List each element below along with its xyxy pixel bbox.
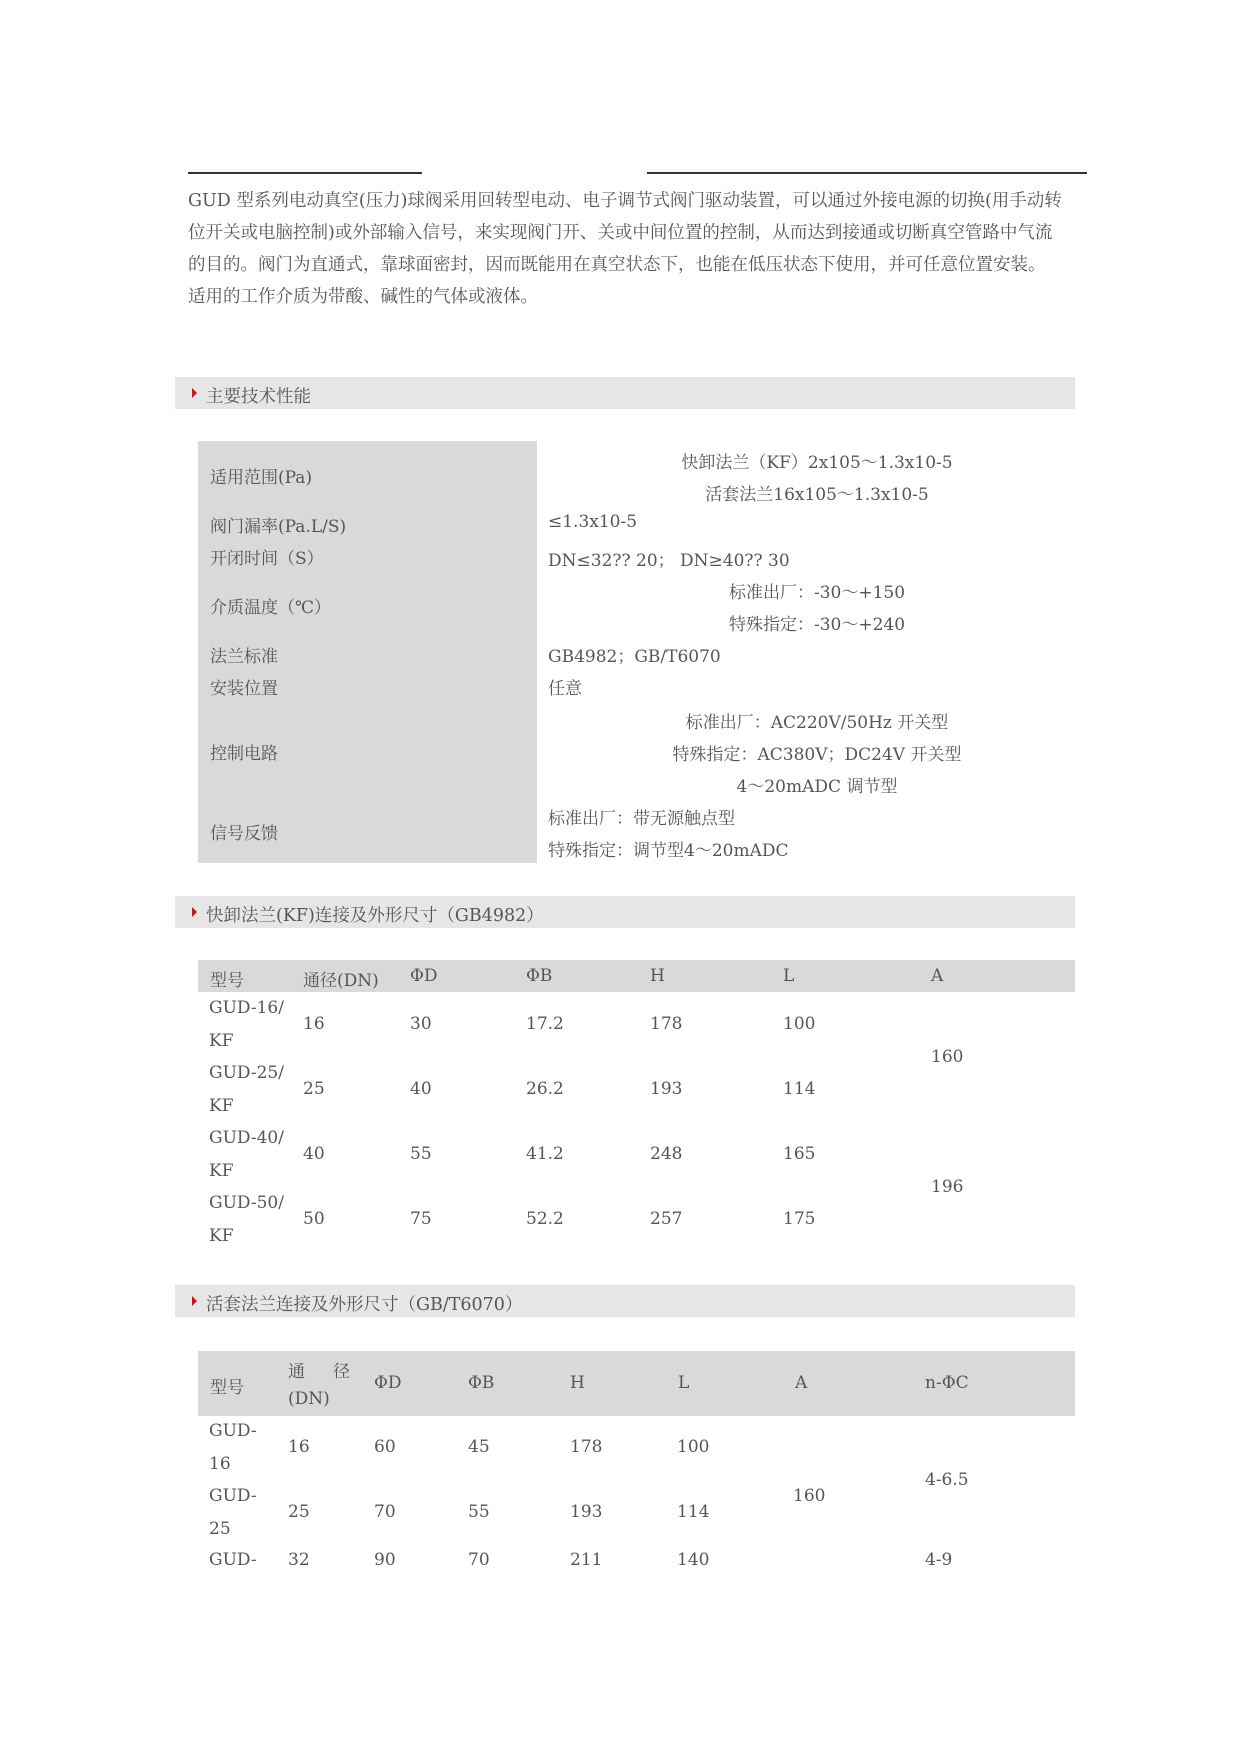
control-value-special: 特殊指定：AC380V；DC24V 开关型 [672,745,962,765]
kf-row2-b: 26.2 [526,1079,564,1099]
kf-header-b: ΦB [526,966,553,986]
gbt-a-value: 160 [793,1486,826,1506]
kf-row3-h: 248 [650,1144,683,1164]
kf-row4-d: 75 [410,1209,432,1229]
section-title: 快卸法兰(KF)连接及外形尺寸（GB4982） [206,906,544,926]
triangle-bullet-icon [192,907,197,917]
kf-row1-dn: 16 [303,1014,325,1034]
section-header-gbt [175,1285,1075,1317]
temp-label: 介质温度（℃） [210,598,332,618]
kf-row1-h: 178 [650,1014,683,1034]
gbt-header-model: 型号 [210,1378,244,1398]
range-value-kf: 快卸法兰（KF）2x105～1.3x10-5 [681,453,953,473]
kf-row1-b: 17.2 [526,1014,564,1034]
kf-row4-l: 175 [783,1209,816,1229]
gbt-header-h: H [570,1373,585,1393]
gbt-row2-h: 193 [570,1502,603,1522]
kf-row2-h: 193 [650,1079,683,1099]
kf-header-l: L [783,966,795,986]
top-rule-right [647,172,1087,174]
signal-value-standard: 标准出厂：带无源触点型 [548,809,735,829]
section-header-kf [175,896,1075,928]
gbt-row1-model-a: GUD- [209,1421,257,1441]
intro-paragraph: GUD 型系列电动真空(压力)球阀采用回转型电动、电子调节式阀门驱动装置，可以通过外接电源的切换(用手动转位开关或电脑控制)或外部输入信号，来实现阀门开、关或中间位置的控制，从而达到接通或切断真空管路中气流的目的。阀门为直通式，靠球面密封，因而既能用在真空状态下，也能在低压状态下使用，并可任意位置安装。 适用的工作介质为带酸、碱性的气体或液体。 [188,191,1062,307]
gbt-row2-model-a: GUD- [209,1486,257,1506]
kf-header-dn: 通径(DN) [303,971,379,991]
kf-row3-d: 55 [410,1144,432,1164]
install-value: 任意 [548,679,582,699]
kf-header-h: H [650,966,665,986]
gbt-nc-value-2: 4-9 [925,1550,953,1570]
gbt-row3-h: 211 [570,1550,603,1570]
time-value: DN≤32?? 20； DN≥40?? 30 [548,551,790,571]
flange-label: 法兰标准 [210,647,278,667]
kf-header-a: A [931,966,944,986]
section-title: 主要技术性能 [206,387,311,407]
kf-row1-d: 30 [410,1014,432,1034]
leak-label: 阀门漏率(Pa.L/S) [210,517,347,537]
triangle-bullet-icon [192,1296,197,1306]
kf-row4-h: 257 [650,1209,683,1229]
gbt-row3-d: 90 [374,1550,396,1570]
section-title: 活套法兰连接及外形尺寸（GB/T6070） [206,1295,523,1315]
range-value-gbt: 活套法兰16x105～1.3x10-5 [705,485,929,505]
top-rule-left [188,172,422,174]
kf-row3-l: 165 [783,1144,816,1164]
gbt-row1-b: 45 [468,1437,490,1457]
temp-value-standard: 标准出厂：-30～+150 [728,583,906,603]
control-value-standard: 标准出厂：AC220V/50Hz 开关型 [685,713,949,733]
kf-row3-b: 41.2 [526,1144,564,1164]
leak-value: ≤1.3x10-5 [548,512,638,532]
gbt-row1-h: 178 [570,1437,603,1457]
gbt-row2-d: 70 [374,1502,396,1522]
kf-row2-model-b: KF [209,1096,234,1116]
kf-row4-dn: 50 [303,1209,325,1229]
kf-header-d: ΦD [410,966,438,986]
kf-row1-model-b: KF [209,1031,234,1051]
gbt-row3-dn: 32 [288,1550,310,1570]
kf-row4-model-b: KF [209,1226,234,1246]
gbt-row1-l: 100 [677,1437,710,1457]
kf-row2-d: 40 [410,1079,432,1099]
gbt-row3-l: 140 [677,1550,710,1570]
control-value-adjust: 4～20mADC 调节型 [736,777,898,797]
kf-row3-model-a: GUD-40/ [209,1128,284,1148]
triangle-bullet-icon [192,388,197,398]
gbt-row3-model-a: GUD- [209,1550,257,1570]
control-label: 控制电路 [210,744,278,764]
kf-a-value-2: 196 [931,1177,964,1197]
kf-row3-model-b: KF [209,1161,234,1181]
gbt-header-dn-c: (DN) [288,1389,330,1409]
kf-header-model: 型号 [210,971,244,991]
gbt-row2-model-b: 25 [209,1519,231,1539]
gbt-header-dn-a: 通 [288,1362,305,1382]
kf-row1-l: 100 [783,1014,816,1034]
gbt-row1-dn: 16 [288,1437,310,1457]
flange-value: GB4982；GB/T6070 [548,647,721,667]
kf-row2-model-a: GUD-25/ [209,1063,284,1083]
kf-row2-l: 114 [783,1079,816,1099]
gbt-row1-d: 60 [374,1437,396,1457]
kf-row4-model-a: GUD-50/ [209,1193,284,1213]
section-header-performance [175,377,1075,409]
gbt-header-b: ΦB [468,1373,495,1393]
gbt-nc-value-1: 4-6.5 [925,1470,969,1490]
install-label: 安装位置 [210,679,278,699]
gbt-header-l: L [678,1373,690,1393]
gbt-row2-l: 114 [677,1502,710,1522]
time-label: 开闭时间（S） [210,549,324,569]
gbt-header-dn-b: 径 [333,1362,350,1382]
signal-label: 信号反馈 [210,824,278,844]
gbt-row3-b: 70 [468,1550,490,1570]
kf-row3-dn: 40 [303,1144,325,1164]
kf-a-value-1: 160 [931,1047,964,1067]
gbt-header-nc: n-ΦC [925,1373,969,1393]
gbt-header-d: ΦD [374,1373,402,1393]
gbt-row2-dn: 25 [288,1502,310,1522]
kf-row1-model-a: GUD-16/ [209,998,284,1018]
gbt-header-a: A [795,1373,808,1393]
signal-value-special: 特殊指定：调节型4～20mADC [548,841,789,861]
gbt-row1-model-b: 16 [209,1454,231,1474]
kf-row2-dn: 25 [303,1079,325,1099]
gbt-row2-b: 55 [468,1502,490,1522]
temp-value-special: 特殊指定：-30～+240 [728,615,906,635]
range-label: 适用范围(Pa) [210,468,313,488]
kf-row4-b: 52.2 [526,1209,564,1229]
